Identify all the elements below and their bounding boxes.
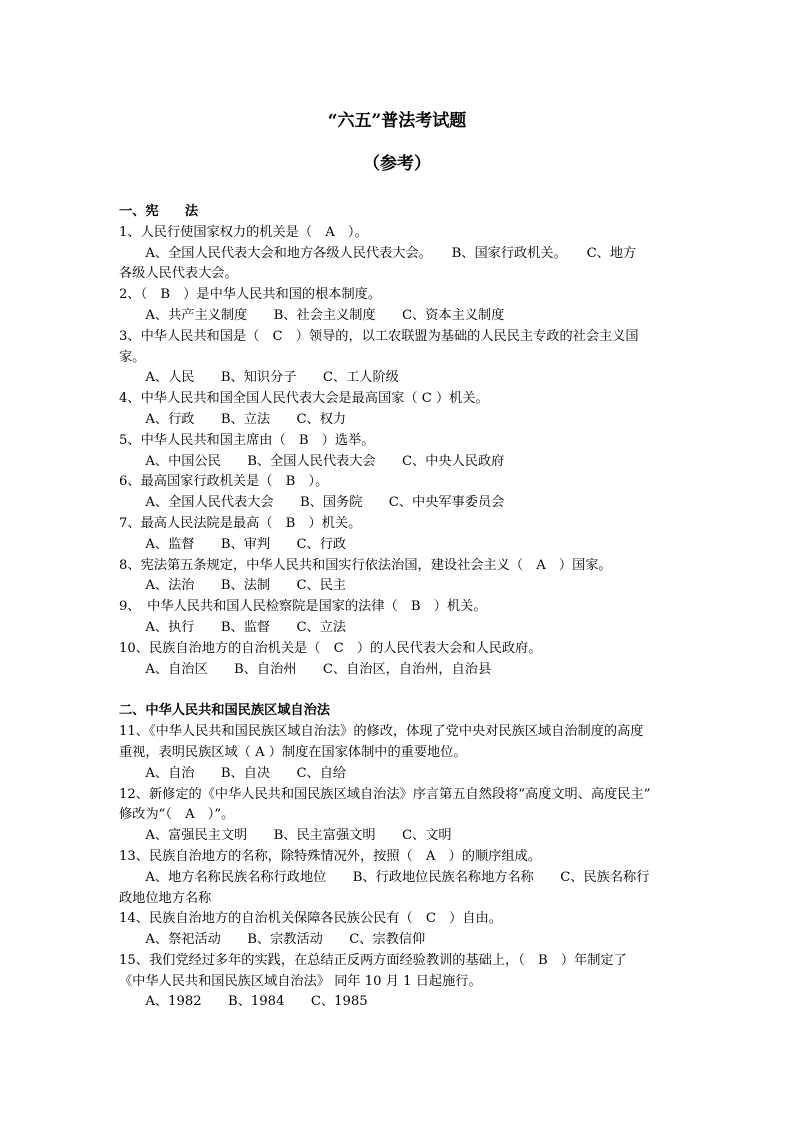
question-line: 13、民族自治地方的名称，除特殊情况外，按照（ A ）的顺序组成。 — [119, 848, 541, 864]
question-line: 12、新修定的《中华人民共和国民族区域自治法》序言第五自然段将“高度文明、高度民主” — [119, 786, 651, 802]
question-line: 14、民族自治地方的自治机关保障各民族公民有（ C ）自由。 — [119, 911, 502, 927]
answer-options: A、监督 B、审判 C、行政 — [119, 536, 347, 552]
question-line: 5、中华人民共和国主席由（ B ）选举。 — [119, 432, 375, 448]
answer-options: A、人民 B、知识分子 C、工人阶级 — [119, 370, 399, 386]
document-body — [119, 202, 679, 1013]
question-line: 11、《中华人民共和国民族区域自治法》的修改，体现了党中央对民族区域自治制度的高度 — [119, 724, 644, 740]
section-spacer — [119, 680, 679, 701]
question-line: 6、最高国家行政机关是（ B ）。 — [119, 474, 329, 490]
answer-options: A、1982 B、1984 C、1985 — [119, 994, 368, 1010]
answer-options: A、全国人民代表大会 B、国务院 C、中央军事委员会 — [119, 495, 505, 511]
question-line: 家。 — [119, 349, 146, 365]
answer-options: A、行政 B、立法 C、权力 — [119, 411, 347, 427]
answer-options: A、共产主义制度 B、社会主义制度 C、资本主义制度 — [119, 307, 505, 323]
question-line: 3、中华人民共和国是（ C ）领导的，以工农联盟为基础的人民民主专政的社会主义国 — [119, 328, 639, 344]
answer-options: A、法治 B、法制 C、民主 — [119, 578, 347, 594]
page-title: “六五”普法考试题 — [327, 111, 467, 131]
question-line: 7、最高人民法院是最高（ B ）机关。 — [119, 515, 362, 531]
question-line: 1、人民行使国家权力的机关是（ A ）。 — [119, 224, 368, 240]
question-line: 8、宪法第五条规定，中华人民共和国实行依法治国，建设社会主义（ A ）国家。 — [119, 557, 612, 573]
page-subtitle: （参考） — [363, 154, 431, 174]
question-line: 4、中华人民共和国全国人民代表大会是最高国家（ C ）机关。 — [119, 391, 489, 407]
question-line: 《中华人民共和国民族区域自治法》 同年 10 月 1 日起施行。 — [119, 973, 482, 989]
answer-options: A、自治 B、自决 C、自给 — [119, 765, 347, 781]
answer-options: 各级人民代表大会。 — [119, 266, 238, 282]
section-heading-autonomy-law: 二、中华人民共和国民族区域自治法 — [119, 703, 330, 719]
answer-options: A、中国公民 B、全国人民代表大会 C、中央人民政府 — [119, 453, 505, 469]
answer-options: A、地方名称民族名称行政地位 B、行政地位民族名称地方名称 C、民族名称行 — [119, 869, 650, 885]
question-line: 15、我们党经过多年的实践，在总结正反两方面经验教训的基础上，（ B ）年制定了 — [119, 952, 627, 968]
answer-options: A、富强民主文明 B、民主富强文明 C、文明 — [119, 828, 452, 844]
question-line: 9、 中华人民共和国人民检察院是国家的法律（ B ）机关。 — [119, 599, 487, 615]
question-line: 修改为“（ A ）”。 — [119, 807, 235, 823]
answer-options: A、全国人民代表大会和地方各级人民代表大会。 B、国家行政机关。 C、地方 — [119, 245, 637, 261]
question-line: 2、（ B ）是中华人民共和国的根本制度。 — [119, 287, 382, 303]
question-line: 重视，表明民族区域（ A ）制度在国家体制中的重要地位。 — [119, 744, 467, 760]
answer-options: 政地位地方名称 — [119, 890, 212, 906]
answer-options: A、执行 B、监督 C、立法 — [119, 619, 347, 635]
answer-options: A、自治区 B、自治州 C、自治区，自治州，自治县 — [119, 661, 492, 677]
question-line: 10、民族自治地方的自治机关是（ C ）的人民代表大会和人民政府。 — [119, 640, 542, 656]
section-heading-constitution: 一、宪 法 — [119, 204, 199, 219]
answer-options: A、祭祀活动 B、宗教活动 C、宗教信仰 — [119, 932, 426, 948]
